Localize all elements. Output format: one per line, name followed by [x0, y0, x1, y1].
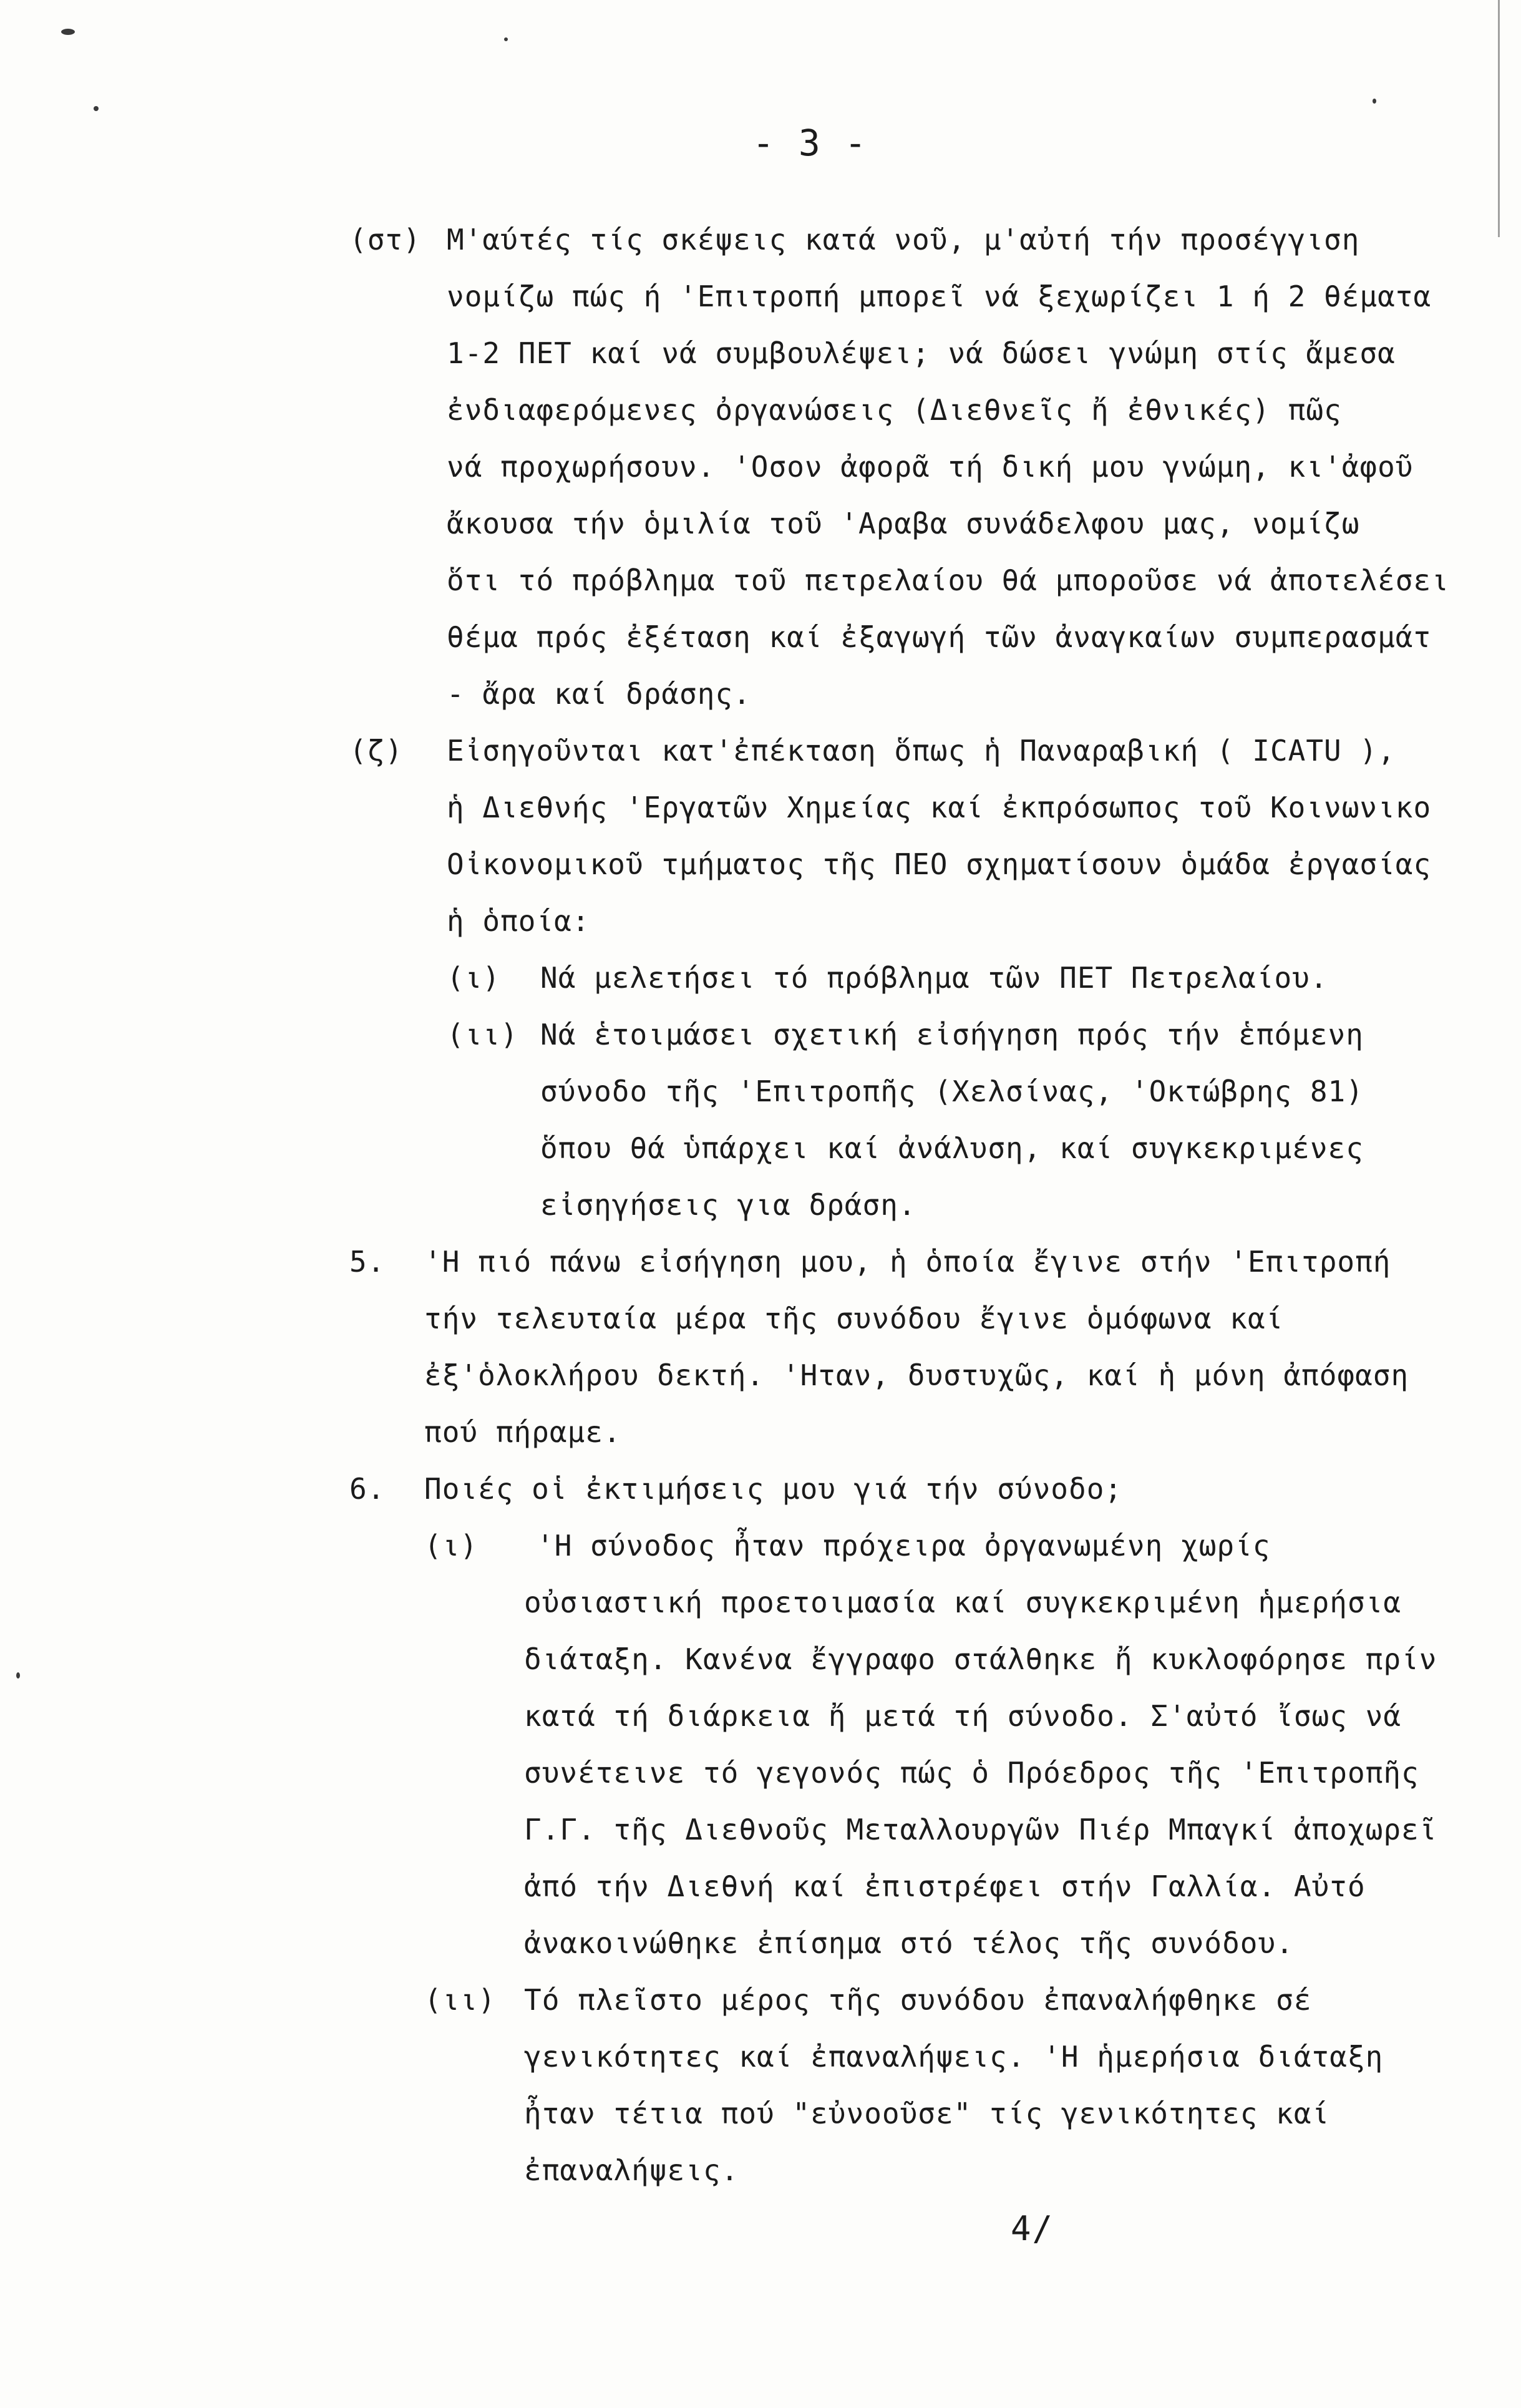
text-line: συνέτεινε τό γεγονός πώς ὁ Πρόεδρος τῆς 'Επιτροπῆς — [524, 1756, 1419, 1790]
scan-speck — [61, 29, 75, 35]
item-label-z-ii: (ιι) — [447, 1018, 518, 1051]
text-line: Ποιές οἱ ἐκτιμήσεις μου γιά τήν σύνοδο; — [424, 1472, 1123, 1506]
item-label-6-ii: (ιι) — [424, 1983, 496, 2017]
text-line: γενικότητες καί ἐπαναλήψεις. 'Η ἡμερήσια διάταξη — [524, 2040, 1384, 2074]
section-label-st: (στ) — [349, 223, 421, 256]
section-label-z: (ζ) — [349, 734, 404, 768]
text-line: ἄκουσα τήν ὁμιλία τοῦ 'Αραβα συνάδελφου μας, νομίζω — [447, 507, 1360, 540]
text-line: Μ'αύτές τίς σκέψεις κατά νοῦ, μ'αὐτή τήν προσέγγιση — [447, 223, 1360, 256]
text-line: πού πήραμε. — [424, 1415, 621, 1449]
text-line: διάταξη. Κανένα ἔγγραφο στάλθηκε ἤ κυκλοφόρησε πρίν — [524, 1642, 1437, 1676]
text-line: ἦταν τέτια πού "εὐνοοῦσε" τίς γενικότητες καί — [524, 2097, 1330, 2130]
text-line: κατά τή διάρκεια ἤ μετά τή σύνοδο. Σ'αὐτό ἴσως νά — [524, 1699, 1402, 1733]
scan-speck — [1373, 99, 1376, 104]
page-number: - 3 - — [752, 122, 868, 164]
text-line: ἐπαναλήψεις. — [524, 2153, 739, 2187]
text-line: Νά ἑτοιμάσει σχετική εἰσήγηση πρός τήν ἑπόμενη — [540, 1018, 1364, 1051]
section-label-6: 6. — [349, 1472, 386, 1506]
text-line: 1-2 ΠΕΤ καί νά συμβουλέψει; νά δώσει γνώμη στίς ἄμεσα — [447, 336, 1396, 370]
scan-speck — [94, 106, 99, 111]
text-line: σύνοδο τῆς 'Επιτροπῆς (Χελσίνας, 'Οκτώβρης 81) — [540, 1075, 1364, 1108]
text-line: Νά μελετήσει τό πρόβλημα τῶν ΠΕΤ Πετρελαίου. — [540, 961, 1328, 995]
scan-speck — [16, 1672, 20, 1679]
scan-speck — [504, 37, 508, 41]
text-line: ἐνδιαφερόμενες ὀργανώσεις (Διεθνεῖς ἤ ἐθνικές) πῶς — [447, 393, 1342, 427]
text-line: εἰσηγήσεις για δράση. — [540, 1188, 916, 1222]
text-line: οὐσιαστική προετοιμασία καί συγκεκριμένη ἡμερήσια — [524, 1586, 1402, 1619]
continuation-mark: 4/ — [1011, 2209, 1054, 2248]
text-line: ἡ Διεθνής 'Εργατῶν Χημείας καί ἐκπρόσωπος τοῦ Κοινωνικο — [447, 791, 1432, 824]
text-line: 'Η σύνοδος ἦταν πρόχειρα ὀργανωμένη χωρίς — [537, 1529, 1271, 1562]
scan-edge-mark — [1494, 0, 1500, 237]
text-line: θέμα πρός ἐξέταση καί ἐξαγωγή τῶν ἀναγκαίων συμπερασμάτ — [447, 620, 1432, 654]
text-line: τήν τελευταία μέρα τῆς συνόδου ἔγινε ὁμόφωνα καί — [424, 1302, 1284, 1335]
text-line: Γ.Γ. τῆς Διεθνοῦς Μεταλλουργῶν Πιέρ Μπαγκί ἀποχωρεῖ — [524, 1813, 1437, 1846]
text-line: ἀπό τήν Διεθνή καί ἐπιστρέφει στήν Γαλλία. Αὐτό — [524, 1869, 1366, 1903]
text-line: Εἰσηγοῦνται κατ'ἐπέκταση ὅπως ἡ Παναραβική ( ICATU ), — [447, 734, 1396, 768]
text-line: Τό πλεῖστο μέρος τῆς συνόδου ἐπαναλήφθηκε σέ — [524, 1983, 1312, 2017]
text-line: ἐξ'ὁλοκλήρου δεκτή. 'Ηταν, δυστυχῶς, καί ἡ μόνη ἀπόφαση — [424, 1358, 1409, 1392]
text-line: Οἰκονομικοῦ τμήματος τῆς ΠΕΟ σχηματίσουν ὁμάδα ἐργασίας — [447, 847, 1432, 881]
text-line: ἡ ὁποία: — [447, 904, 590, 938]
text-line: ὅπου θά ὑπάρχει καί ἀνάλυση, καί συγκεκριμένες — [540, 1131, 1364, 1165]
item-label-6-i: (ι) — [424, 1529, 479, 1562]
text-line: - ἄρα καί δράσης. — [447, 677, 751, 711]
text-line: 'Η πιό πάνω εἰσήγηση μου, ἡ ὁποία ἔγινε στήν 'Επιτροπή — [424, 1245, 1391, 1279]
item-label-z-i: (ι) — [447, 961, 501, 995]
text-line: ἀνακοινώθηκε ἐπίσημα στό τέλος τῆς συνόδου. — [524, 1926, 1294, 1960]
text-line: νομίζω πώς ή 'Επιτροπή μπορεῖ νά ξεχωρίζει 1 ή 2 θέματα — [447, 280, 1432, 313]
text-line: ὅτι τό πρόβλημα τοῦ πετρελαίου θά μποροῦσε νά ἀποτελέσει — [447, 563, 1449, 597]
text-line: νά προχωρήσουν. 'Οσον ἀφορᾶ τή δική μου γνώμη, κι'ἀφοῦ — [447, 450, 1414, 484]
section-label-5: 5. — [349, 1245, 386, 1279]
